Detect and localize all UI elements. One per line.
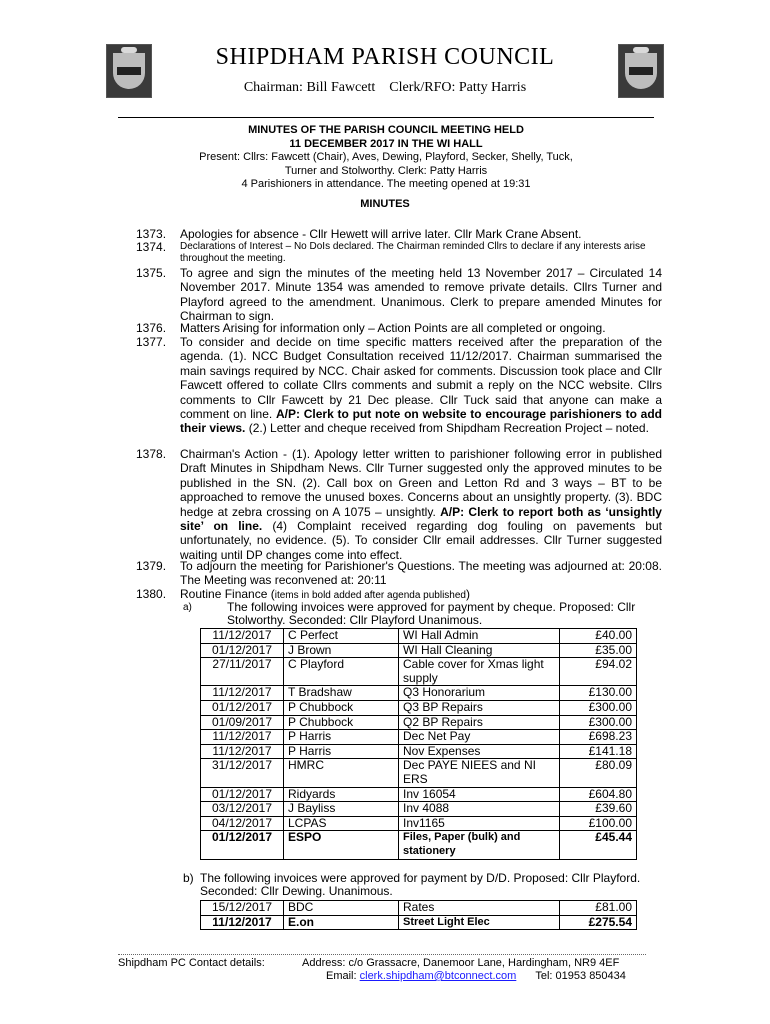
invoice-payee: C Playford [284, 658, 399, 686]
invoice-description: WI Hall Cleaning [399, 643, 560, 658]
minute-number: 1380. [136, 587, 167, 601]
invoice-amount: £81.00 [560, 901, 637, 916]
minute-text: Apologies for absence - Cllr Hewett will arrive later. Cllr Mark Crane Absent. [180, 227, 582, 241]
minute-1379 [136, 559, 662, 588]
officers-line [0, 80, 770, 96]
footer-line2 [326, 970, 626, 982]
invoice-payee: P Harris [284, 744, 399, 759]
invoice-payee: HMRC [284, 759, 399, 787]
invoice-payee: P Chubbock [284, 715, 399, 730]
council-title: SHIPDHAM PARISH COUNCIL [215, 44, 555, 70]
invoice-description: Q2 BP Repairs [399, 715, 560, 730]
action-point: A/P: Clerk to put note on website to encourage parishioners to add their views. [180, 407, 662, 436]
invoice-amount: £40.00 [560, 629, 637, 644]
finance-a-label: a) [183, 602, 192, 613]
invoice-date: 01/12/2017 [201, 643, 284, 658]
invoice-amount: £141.18 [560, 744, 637, 759]
header-rule [118, 117, 654, 118]
invoice-description: Q3 BP Repairs [399, 700, 560, 715]
minute-text: Declarations of Interest – No DoIs declared. The Chairman reminded Cllrs to declare if any interests arise throughout the meeting. [180, 241, 646, 264]
invoice-date: 11/12/2017 [201, 730, 284, 745]
invoice-row [201, 715, 637, 730]
invoice-description: Street Light Elec [399, 915, 560, 930]
invoice-date: 11/12/2017 [201, 686, 284, 701]
invoice-payee: P Chubbock [284, 700, 399, 715]
contact-address: Address: c/o Grassacre, Danemoor Lane, Hardingham, NR9 4EF [302, 957, 620, 969]
minutes-heading: MINUTES [360, 198, 410, 210]
invoice-description: WI Hall Admin [399, 629, 560, 644]
minute-1376 [136, 321, 662, 335]
finance-a-text: The following invoices were approved for payment by cheque. Proposed: Cllr Stolworthy. Seconded: Cllr Playford Unanimous. [227, 600, 636, 628]
invoice-amount: £45.44 [560, 831, 637, 859]
invoice-amount: £39.60 [560, 802, 637, 817]
email-link[interactable]: clerk.shipdham@btconnect.com [359, 970, 517, 982]
invoice-amount: £300.00 [560, 715, 637, 730]
minute-1377 [136, 335, 662, 436]
finance-a-intro [183, 600, 660, 628]
invoice-description: Cable cover for Xmas light supply [399, 658, 560, 686]
minute-1375 [136, 266, 662, 324]
invoice-date: 11/12/2017 [201, 915, 284, 930]
invoice-date: 01/12/2017 [201, 831, 284, 859]
invoice-payee: J Brown [284, 643, 399, 658]
invoice-amount: £300.00 [560, 700, 637, 715]
invoice-row [201, 658, 637, 686]
minute-number: 1375. [136, 266, 167, 280]
invoice-description: Files, Paper (bulk) and stationery [399, 831, 560, 859]
invoice-row [201, 700, 637, 715]
invoice-payee: C Perfect [284, 629, 399, 644]
minute-number: 1373. [136, 227, 167, 241]
minute-number: 1376. [136, 321, 167, 335]
minute-text: Matters Arising for information only – Action Points are all completed or ongoing. [180, 321, 606, 335]
invoice-description: Dec Net Pay [399, 730, 560, 745]
invoice-payee: BDC [284, 901, 399, 916]
minute-text: To agree and sign the minutes of the meeting held 13 November 2017 – Circulated 14 November 2017. Minute 1354 was amended to remove private details. Cllrs Turner and Playford agreed to the amendment. Unanimous. Clerk to prepare amended Minutes for Chairman to sign. [180, 266, 662, 324]
footer-line1 [118, 957, 658, 969]
invoice-date: 31/12/2017 [201, 759, 284, 787]
invoice-date: 01/12/2017 [201, 700, 284, 715]
meeting-header [118, 124, 654, 192]
cheque-invoices-table [200, 628, 637, 860]
finance-b-intro [183, 871, 660, 899]
invoice-description: Inv 16054 [399, 787, 560, 802]
invoice-row [201, 744, 637, 759]
minute-1374 [136, 241, 662, 265]
invoice-date: 11/12/2017 [201, 744, 284, 759]
bold-items-note: items in bold added after agenda published [274, 590, 466, 601]
invoice-amount: £100.00 [560, 816, 637, 831]
invoice-date: 01/12/2017 [201, 787, 284, 802]
minute-text: To consider and decide on time specific matters received after the preparation of the agenda. (1). NCC Budget Consultation received 11/12/2017. Chairman summarised the main savings required by NCC. Chair asked for comments. Discussion took place and Cllr Fawcett offered to collate Cllrs comments and submit a reply on the NCC website. Cllrs comments to Cllr Fawcett by 21 Dec please. Cllr Tuck said that anyone can make a comment on line. A/P: Clerk to put note on website to encourage parishioners to add their views. (2.) Letter and cheque received from Shipdham Recreation Project – noted. [180, 335, 662, 436]
invoice-description: Nov Expenses [399, 744, 560, 759]
present-line1: Present: Cllrs: Fawcett (Chair), Aves, Dewing, Playford, Secker, Shelly, Tuck, [199, 151, 573, 164]
present-line2: Turner and Stolworthy. Clerk: Patty Harris [284, 164, 488, 177]
email-label: Email: [326, 970, 357, 982]
invoice-description: Inv1165 [399, 816, 560, 831]
clerk: Clerk/RFO: Patty Harris [389, 80, 527, 95]
invoice-row [201, 787, 637, 802]
chairman: Chairman: Bill Fawcett [243, 80, 376, 95]
invoice-payee: ESPO [284, 831, 399, 859]
finance-b-label: b) [183, 871, 194, 885]
invoice-date: 03/12/2017 [201, 802, 284, 817]
minute-text: Chairman's Action - (1). Apology letter written to parishioner following error in published Draft Minutes in Shipdham News. Cllr Turner suggested only the approved minutes to be published in the SN. (2). Call box on Green and Letton Rd and 3 ways – BT to be approached to remove the unused boxes. Concerns about an unsightly property. (3). BDC hedge at zebra crossing on A 1075 – unsightly. A/P: Clerk to report both as ‘unsightly site’ on line. (4) Complaint received regarding dog fouling on pavements but unfortunately, no evidence. (5). To consider Cllr email addresses. Cllr Turner suggested waiting until DP changes come into effect. [180, 447, 662, 562]
footer-rule [118, 954, 646, 955]
action-point: A/P: Clerk to report both as ‘unsightly site’ on line. [180, 504, 662, 534]
minute-number: 1379. [136, 559, 167, 573]
minute-text: Routine Finance (items in bold added after agenda published) [180, 587, 470, 601]
meeting-title-line1: MINUTES OF THE PARISH COUNCIL MEETING HELD [248, 124, 524, 136]
invoice-row [201, 643, 637, 658]
invoice-row [201, 901, 637, 916]
invoice-row [201, 915, 637, 930]
invoice-payee: T Bradshaw [284, 686, 399, 701]
invoice-date: 11/12/2017 [201, 629, 284, 644]
invoice-row [201, 629, 637, 644]
invoice-payee: P Harris [284, 730, 399, 745]
attendance-line: 4 Parishioners in attendance. The meeting opened at 19:31 [241, 178, 531, 191]
minute-number: 1378. [136, 447, 167, 461]
minute-number: 1377. [136, 335, 167, 349]
invoice-row [201, 759, 637, 787]
invoice-row [201, 831, 637, 859]
invoice-amount: £94.02 [560, 658, 637, 686]
invoice-date: 01/09/2017 [201, 715, 284, 730]
finance-b-text: The following invoices were approved for payment by D/D. Proposed: Cllr Playford. Seconded: Cllr Dewing. Unanimous. [200, 871, 641, 899]
contact-label: Shipdham PC Contact details: [118, 957, 265, 969]
minute-1373 [136, 227, 662, 241]
meeting-title-line2: 11 DECEMBER 2017 IN THE WI HALL [289, 137, 483, 150]
minute-number: 1374. [136, 240, 167, 254]
invoice-description: Dec PAYE NIEES and NI ERS [399, 759, 560, 787]
invoice-amount: £35.00 [560, 643, 637, 658]
invoice-date: 27/11/2017 [201, 658, 284, 686]
invoice-amount: £80.09 [560, 759, 637, 787]
invoice-amount: £130.00 [560, 686, 637, 701]
minute-1378 [136, 447, 662, 562]
telephone: Tel: 01953 850434 [535, 970, 626, 982]
invoice-date: 15/12/2017 [201, 901, 284, 916]
invoice-description: Inv 4088 [399, 802, 560, 817]
invoice-amount: £604.80 [560, 787, 637, 802]
invoice-payee: Ridyards [284, 787, 399, 802]
invoice-amount: £275.54 [560, 915, 637, 930]
invoice-row [201, 802, 637, 817]
invoice-description: Rates [399, 901, 560, 916]
invoice-row [201, 686, 637, 701]
invoice-amount: £698.23 [560, 730, 637, 745]
direct-debit-invoices-table [200, 900, 637, 930]
invoice-payee: E.on [284, 915, 399, 930]
invoice-payee: LCPAS [284, 816, 399, 831]
minute-text: To adjourn the meeting for Parishioner's Questions. The meeting was adjourned at: 20:08. The Meeting was reconvened at: 20:11 [180, 559, 662, 588]
invoice-row [201, 730, 637, 745]
invoice-payee: J Bayliss [284, 802, 399, 817]
invoice-date: 04/12/2017 [201, 816, 284, 831]
invoice-description: Q3 Honorarium [399, 686, 560, 701]
invoice-row [201, 816, 637, 831]
